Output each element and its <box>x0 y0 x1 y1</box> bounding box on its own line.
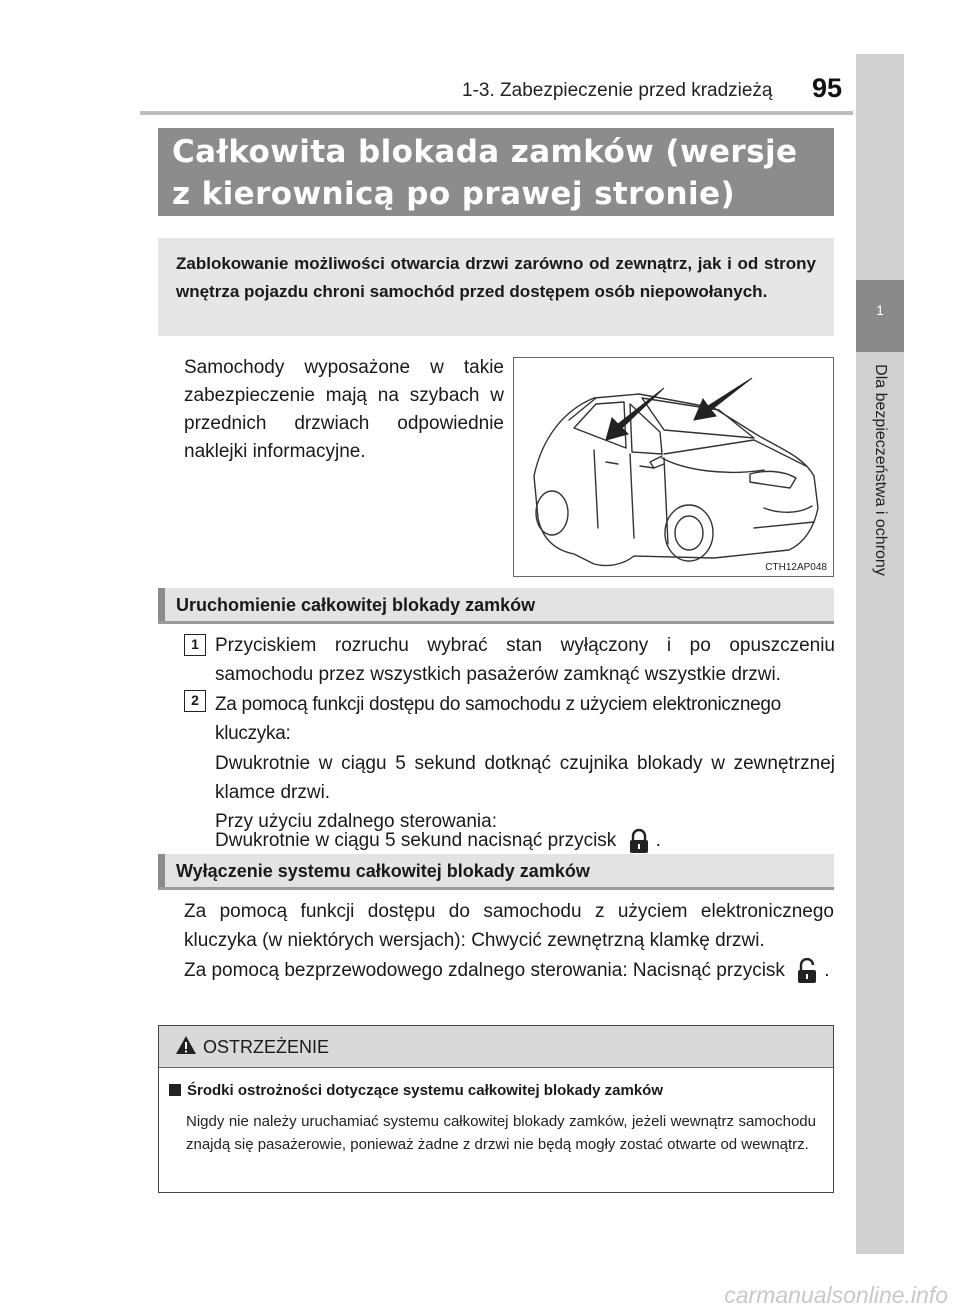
section-header-activate: Uruchomienie całkowitej blokady zamków <box>158 588 834 624</box>
intro-summary: Zablokowanie możliwości otwarcia drzwi zarówno od zewnątrz, jak i od strony wnętrza pojazdu chroni samochód przed dostępem osób niepowołanych. <box>158 238 834 336</box>
page-title-line-2: z kierownicą po prawej stronie) <box>172 176 736 212</box>
square-bullet-icon <box>169 1084 181 1096</box>
page-title-line-1: Całkowita blokada zamków (wersje <box>172 134 798 170</box>
step-number-1: 1 <box>184 634 206 656</box>
step-2-line-1: Za pomocą funkcji dostępu do samochodu z użyciem elektronicznego kluczyka: <box>215 694 781 744</box>
sticker-paragraph: Samochody wyposażone w takie zabezpieczenie mają na szybach w przednich drzwiach odpowiednie naklejki informacyjne. <box>184 357 504 462</box>
header-divider <box>140 111 853 115</box>
lock-icon <box>628 828 650 854</box>
chapter-title-vertical: Dla bezpieczeństwa i ochrony <box>872 364 889 576</box>
warning-body: Nigdy nie należy uruchamiać systemu całkowitej blokady zamków, jeżeli wewnątrz samochodu znajdą się pasażerowie, ponieważ żadne z drzwi nie będą mogły zostać otwarte od wewnątrz. <box>186 1113 816 1153</box>
warning-header <box>159 1026 833 1068</box>
page-number: 95 <box>812 73 843 103</box>
running-header-section: 1-3. Zabezpieczenie przed kradzieżą <box>462 80 773 101</box>
deactivate-paragraph-2-text: Za pomocą bezprzewodowego zdalnego sterowania: Nacisnąć przycisk <box>184 960 785 981</box>
car-drawing <box>514 358 835 578</box>
warning-triangle-icon <box>175 1035 197 1055</box>
warning-title: OSTRZEŻENIE <box>203 1037 330 1057</box>
warning-subtitle-text: Środki ostrożności dotyczące systemu całkowitej blokady zamków <box>187 1082 663 1099</box>
warning-box <box>158 1025 834 1193</box>
step-2-line-4-text: Dwukrotnie w ciągu 5 sekund nacisnąć przycisk <box>215 830 617 851</box>
watermark: carmanualsonline.info <box>724 1282 948 1308</box>
car-illustration <box>513 357 834 577</box>
warning-subtitle <box>169 1082 663 1099</box>
page-title <box>158 128 834 216</box>
step-2-line-4-end: . <box>655 830 661 851</box>
deactivate-paragraph-1: Za pomocą funkcji dostępu do samochodu z użyciem elektronicznego kluczyka (w niektórych wersjach): Chwycić zewnętrzną klamkę drzwi. <box>184 901 834 951</box>
chapter-number-tab: 1 <box>856 280 904 352</box>
section-header-deactivate: Wyłączenie systemu całkowitej blokady zamków <box>158 854 834 890</box>
unlock-icon <box>796 958 818 984</box>
chapter-side-tab <box>856 54 904 1254</box>
step-2-line-3: Przy użyciu zdalnego sterowania: <box>215 811 497 832</box>
deactivate-paragraph-2-end: . <box>824 960 830 981</box>
deactivate-paragraph-2 <box>184 955 834 986</box>
step-number-2: 2 <box>184 690 206 712</box>
step-1-text: Przyciskiem rozruchu wybrać stan wyłączony i po opuszczeniu samochodu przez wszystkich pasażerów zamknąć wszystkie drzwi. <box>215 635 835 685</box>
figure-code: CTH12AP048 <box>765 562 827 573</box>
step-2-line-2: Dwukrotnie w ciągu 5 sekund dotknąć czujnika blokady w zewnętrznej klamce drzwi. <box>215 753 835 803</box>
